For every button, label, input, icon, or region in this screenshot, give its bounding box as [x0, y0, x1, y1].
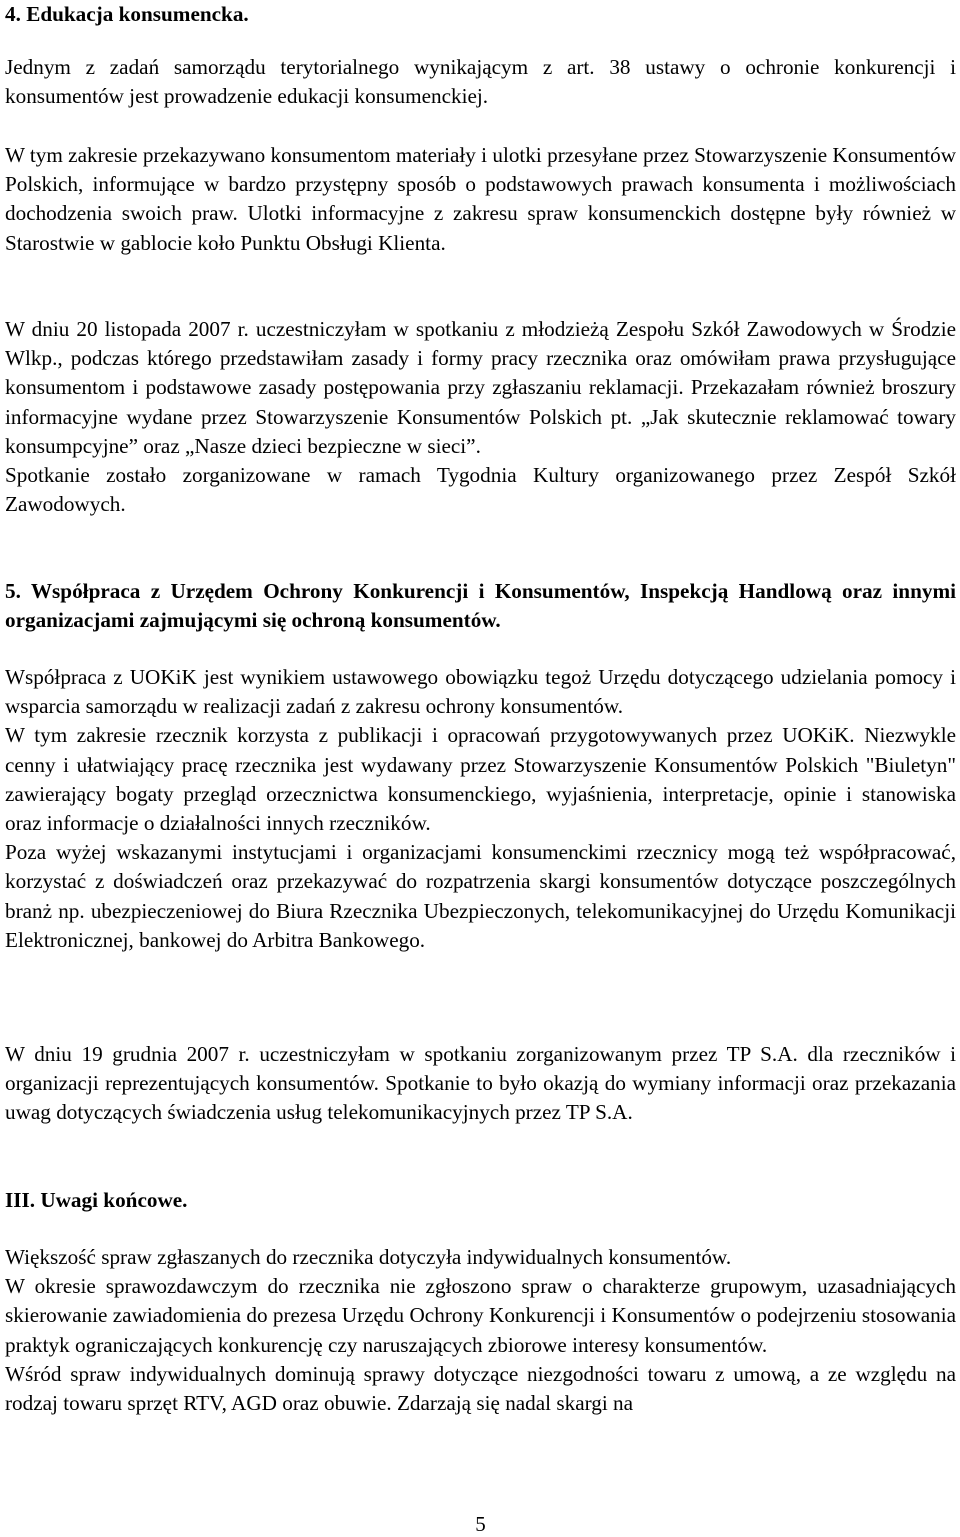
paragraph-text: Spotkanie zostało zorganizowane w ramach Tygodnia Kultury organizowanego przez Zespół Szkół Zawodowych.	[5, 463, 956, 517]
paragraph-text: W dniu 20 listopada 2007 r. uczestniczyłam w spotkaniu z młodzieżą Zespołu Szkół Zawodowych w Środzie Wlkp., podczas którego przedstawiłam zasady i formy pracy rzecznika oraz omówiłam prawa przysługujące konsumentom i podstawowe zasady postępowania przy zgłaszaniu reklamacji. Przekazałam również broszury informacyjne wydane przez Stowarzyszenie Konsumentów Polskich pt. „Jak skutecznie reklamować towary konsumpcyjne” oraz „Nasze dzieci bezpieczne w sieci”.	[5, 317, 956, 458]
document-page	[5, 0, 956, 1537]
paragraph-text: Jednym z zadań samorządu terytorialnego wynikającym z art. 38 ustawy o ochronie konkurencji i konsumentów jest prowadzenie edukacji konsumenckiej.	[5, 55, 956, 109]
paragraph-text: Współpraca z UOKiK jest wynikiem ustawowego obowiązku tegoż Urzędu dotyczącego udzielania pomocy i wsparcia samorządu w realizacji zadań z zakresu ochrony konsumentów.	[5, 665, 956, 719]
section-5-cooperation-paragraph	[5, 663, 956, 955]
section-iii-heading: III. Uwagi końcowe.	[5, 1188, 188, 1212]
section-iii-paragraph	[5, 1243, 956, 1418]
paragraph-text: W tym zakresie rzecznik korzysta z publikacji i opracowań przygotowywanych przez UOKiK. Niezwykle cenny i ułatwiający pracę rzecznika jest wydawany przez Stowarzyszenie Konsumentów Polskich "Biuletyn" zawierający bogaty przegląd orzecznictwa konsumenckiego, wyjaśnienia, interpretacje, opinie i stanowiska oraz informacje o działalności innych rzeczników.	[5, 723, 956, 836]
paragraph-text: W tym zakresie przekazywano konsumentom materiały i ulotki przesyłane przez Stowarzyszenie Konsumentów Polskich, informujące w bardzo przystępny sposób o podstawowych prawach konsumenta i możliwościach dochodzenia swoich praw. Ulotki informacyjne z zakresu spraw konsumenckich dostępne były również w Starostwie w gablocie koło Punktu Obsługi Klienta.	[5, 143, 956, 255]
section-5-heading: 5. Współpraca z Urzędem Ochrony Konkurencji i Konsumentów, Inspekcją Handlową oraz innymi organizacjami zajmującymi się ochroną konsumentów.	[5, 579, 956, 633]
paragraph-text: Większość spraw zgłaszanych do rzecznika dotyczyła indywidualnych konsumentów.	[5, 1245, 732, 1269]
page-number: 5	[475, 1512, 486, 1536]
paragraph-text: Poza wyżej wskazanymi instytucjami i organizacjami konsumenckimi rzecznicy mogą też współpracować, korzystać z doświadczeń oraz przekazywać do rozpatrzenia skargi konsumentów dotyczące poszczególnych branż np. ubezpieczeniowej do Biura Rzecznika Ubezpieczonych, telekomunikacyjnej do Urzędu Komunikacji Elektronicznej, bankowej do Arbitra Bankowego.	[5, 840, 956, 952]
paragraph-text: W dniu 19 grudnia 2007 r. uczestniczyłam w spotkaniu zorganizowanym przez TP S.A. dla rzeczników i organizacji reprezentujących konsumentów. Spotkanie to było okazją do wymiany informacji oraz przekazania uwag dotyczących świadczenia usług telekomunikacyjnych przez TP S.A.	[5, 1042, 956, 1125]
paragraph-text: Wśród spraw indywidualnych dominują sprawy dotyczące niezgodności towaru z umową, a ze względu na rodzaj towaru sprzęt RTV, AGD oraz obuwie. Zdarzają się nadal skargi na	[5, 1361, 956, 1416]
section-4-materials-paragraph	[5, 141, 956, 258]
section-5-tpsa-paragraph	[5, 1040, 956, 1128]
paragraph-text: W okresie sprawozdawczym do rzecznika nie zgłoszono spraw o charakterze grupowym, uzasadniających skierowanie zawiadomienia do prezesa Urzędu Ochrony Konkurencji i Konsumentów o podejrzeniu stosowania praktyk ograniczających konkurencję czy naruszających zbiorowe interesy konsumentów.	[5, 1274, 956, 1357]
section-4-heading: 4. Edukacja konsumencka.	[5, 2, 249, 26]
section-4-intro-paragraph	[5, 53, 956, 111]
section-4-meeting-paragraph	[5, 315, 956, 519]
